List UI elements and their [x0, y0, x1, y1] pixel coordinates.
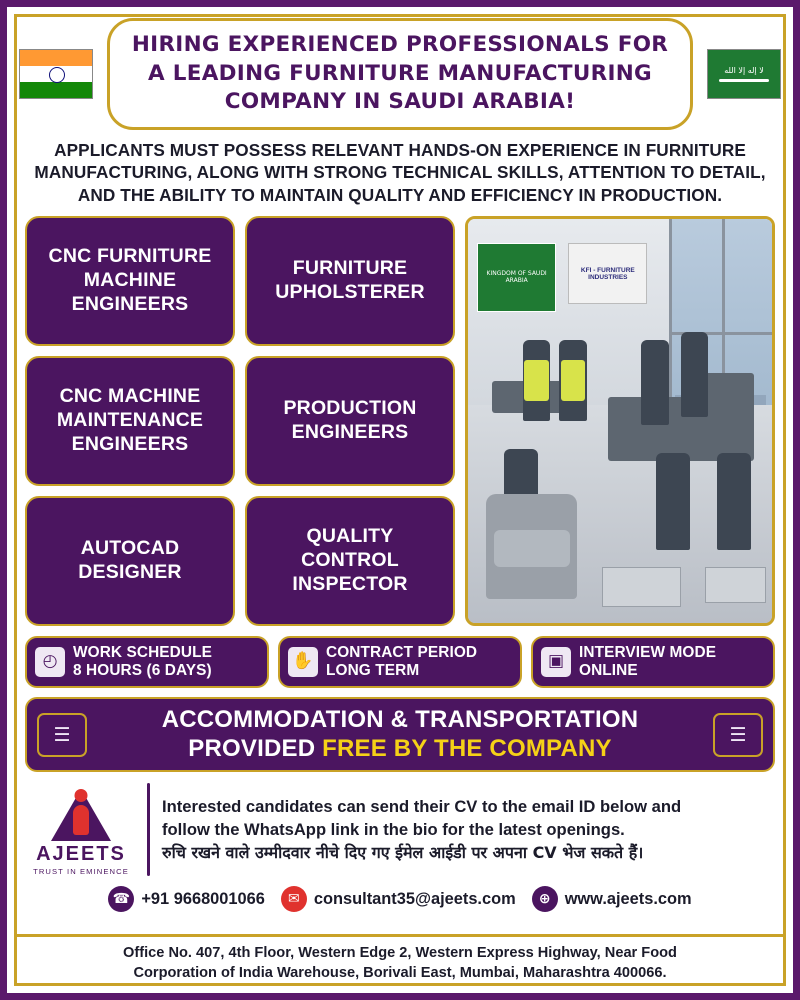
- contact-phone-value: +91 9668001066: [141, 889, 265, 908]
- photo-sofa: [486, 494, 577, 599]
- job-card: AUTOCAD DESIGNER: [25, 496, 235, 626]
- globe-icon: ⊕: [532, 886, 558, 912]
- photo-safety-vest: [524, 360, 548, 400]
- contact-phone[interactable]: [108, 886, 265, 912]
- logo-figure-icon: [73, 805, 89, 835]
- photo-worker: [717, 453, 750, 550]
- address-line-1: Office No. 407, 4th Floor, Western Edge 2, Western Express Highway, Near Food: [123, 945, 677, 962]
- job-list: [25, 216, 455, 626]
- photo-saudi-banner: KINGDOM OF SAUDI ARABIA: [477, 243, 556, 312]
- title-plate: [107, 18, 693, 129]
- accommodation-text: [97, 706, 703, 764]
- badge-text: [73, 644, 212, 680]
- bed-food-icon: ☰: [713, 713, 763, 757]
- cta-line-2: follow the WhatsApp link in the bio for the latest openings.: [162, 820, 625, 840]
- contact-email[interactable]: [281, 886, 516, 912]
- cta-line-hindi: रुचि रखने वाले उम्मीदवार नीचे दिए गए ईमेल आईडी पर अपना CV भेज सकते हैं।: [162, 842, 644, 862]
- badge-line-1: INTERVIEW MODE: [579, 644, 717, 662]
- accommodation-banner: [25, 697, 775, 773]
- address-line-2: Corporation of India Warehouse, Borivali East, Mumbai, Maharashtra 400066.: [133, 964, 667, 981]
- saudi-arabia-flag-icon: [707, 49, 781, 99]
- cta-line-1: Interested candidates can send their CV to the email ID below and: [162, 797, 682, 817]
- info-badges: [7, 626, 793, 688]
- photo-worker: [681, 332, 708, 417]
- badge-contract-period: [278, 636, 522, 688]
- saudi-sword-icon: [719, 79, 769, 82]
- badge-line-1: WORK SCHEDULE: [73, 644, 212, 662]
- factory-photo: [465, 216, 775, 626]
- poster-header: [7, 7, 793, 135]
- logo-name: AJEETS: [36, 843, 126, 866]
- ajeets-logo: [27, 783, 135, 876]
- cta-text: [162, 796, 773, 863]
- badge-text: [579, 644, 716, 680]
- phone-icon: ☎: [108, 886, 134, 912]
- poster-subtitle: APPLICANTS MUST POSSESS RELEVANT HANDS-ON EXPERIENCE IN FURNITURE MANUFACTURING, ALONG WITH STRONG TECHNICAL SKILLS, ATTENTION TO DETAIL, AND THE ABILITY TO MAINTAIN QUALITY AND EFFICIENCY IN PRODUCTION.: [34, 140, 766, 205]
- job-card: FURNITURE UPHOLSTERER: [245, 216, 455, 346]
- office-address: [17, 934, 783, 983]
- photo-table: [705, 567, 766, 603]
- badge-work-schedule: [25, 636, 269, 688]
- video-call-icon: ▣: [541, 647, 571, 677]
- saudi-flag-script: لا إله إلا الله: [724, 66, 764, 75]
- photo-safety-vest: [561, 360, 585, 400]
- accommodation-line-1: ACCOMMODATION & TRANSPORTATION: [161, 705, 639, 733]
- accommodation-line-2-plain: PROVIDED: [188, 734, 323, 762]
- photo-table: [602, 567, 681, 607]
- food-bed-icon: ☰: [37, 713, 87, 757]
- badge-interview-mode: [531, 636, 775, 688]
- job-card: PRODUCTION ENGINEERS: [245, 356, 455, 486]
- email-icon: ✉: [281, 886, 307, 912]
- photo-worker: [656, 453, 689, 550]
- photo-company-sign: KFI - FURNITURE INDUSTRIES: [568, 243, 647, 304]
- logo-head-icon: [75, 789, 88, 802]
- india-flag-icon: [19, 49, 93, 99]
- accommodation-line-2: [97, 735, 703, 764]
- logo-tagline: TRUST IN EMINENCE: [33, 867, 129, 877]
- job-card: QUALITY CONTROL INSPECTOR: [245, 496, 455, 626]
- contact-row: [7, 880, 793, 920]
- accommodation-highlight: FREE BY THE COMPANY: [322, 734, 612, 762]
- contact-website-value: www.ajeets.com: [564, 889, 692, 908]
- contact-email-value: consultant35@ajeets.com: [313, 889, 516, 908]
- badge-line-1: CONTRACT PERIOD: [326, 644, 478, 662]
- badge-line-2: ONLINE: [579, 661, 638, 679]
- main-content: [7, 216, 793, 626]
- page-title: HIRING EXPERIENCED PROFESSIONALS FOR A LEADING FURNITURE MANUFACTURING COMPANY IN SAUDI ARABIA!: [131, 32, 669, 115]
- handshake-icon: ✋: [288, 647, 318, 677]
- photo-worker: [641, 340, 668, 425]
- badge-line-2: 8 HOURS (6 DAYS): [73, 661, 212, 679]
- cta-divider: [147, 783, 150, 876]
- cta-section: [7, 772, 793, 880]
- clock-icon: ◴: [35, 647, 65, 677]
- badge-line-2: LONG TERM: [326, 661, 420, 679]
- badge-text: [326, 644, 477, 680]
- contact-website[interactable]: [532, 886, 692, 912]
- logo-mark-icon: [49, 783, 113, 841]
- job-card: CNC FURNITURE MACHINE ENGINEERS: [25, 216, 235, 346]
- job-card: CNC MACHINE MAINTENANCE ENGINEERS: [25, 356, 235, 486]
